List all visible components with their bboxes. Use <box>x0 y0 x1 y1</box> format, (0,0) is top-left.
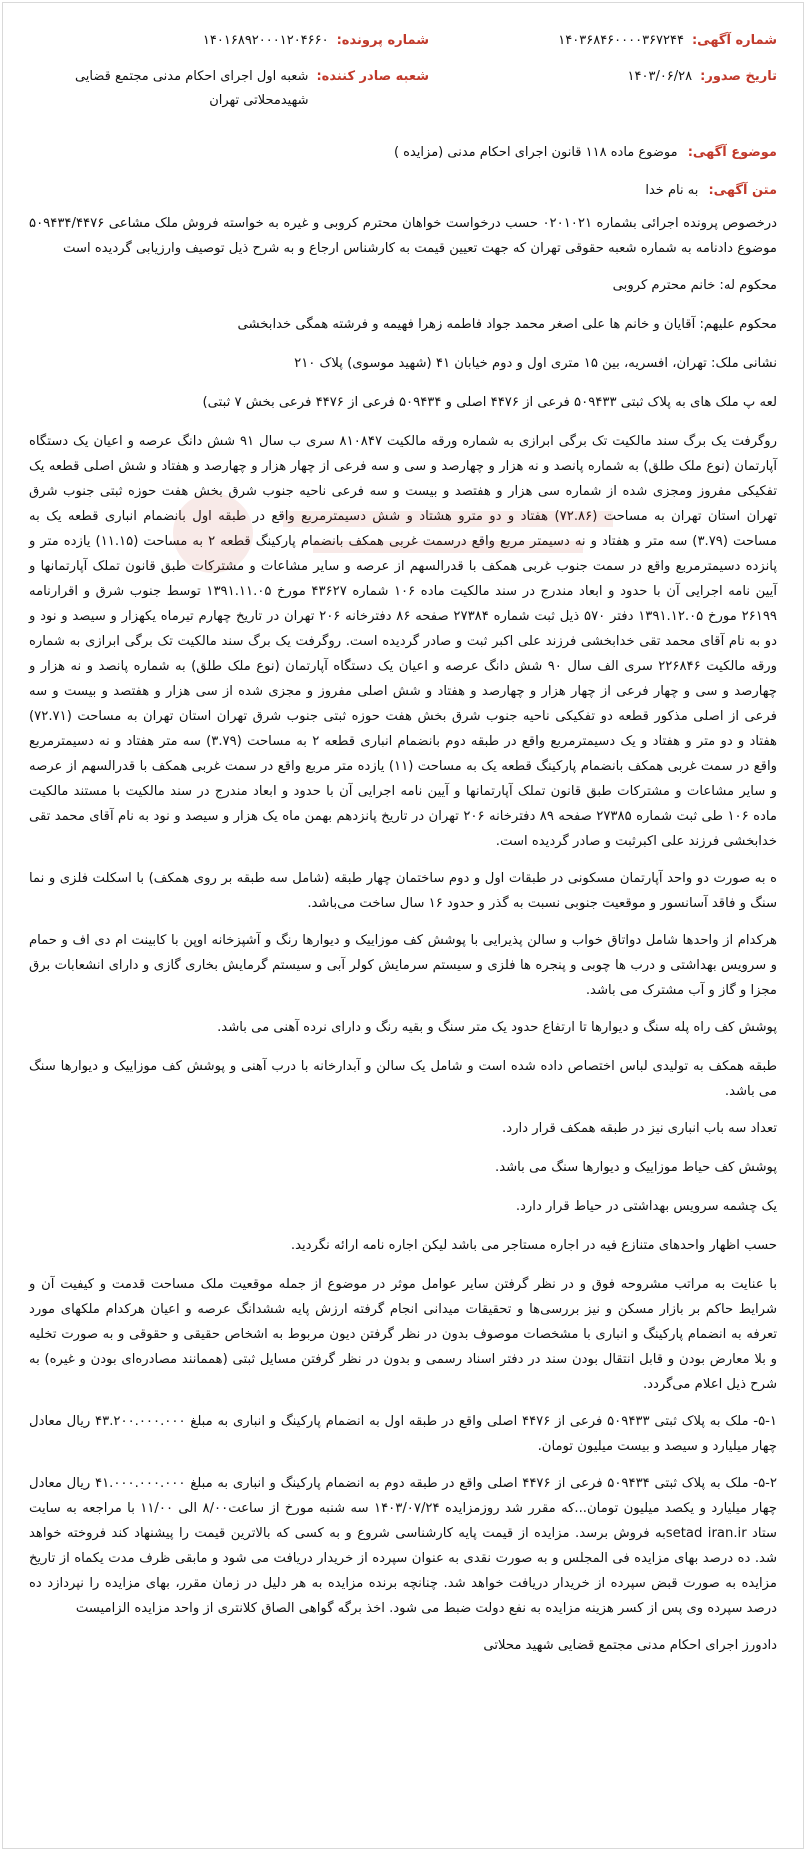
branch-label: شعبه صادر کننده: <box>316 69 429 84</box>
ad-number-label: شماره آگهی: <box>691 33 777 48</box>
paragraph-ground-floor: طبقه همکف به تولیدی لباس اختصاص داده شده است و شامل یک سالن و آبدارخانه با درب آهنی و پوشش کف موزاییک و دیوارها سنگ می باشد. <box>29 1059 777 1099</box>
header-left-column <box>29 29 429 113</box>
paragraph-yard: پوشش کف حیاط موزاییک و دیوارها سنگ می باشد. <box>495 1160 777 1175</box>
ad-number-row <box>447 29 777 53</box>
issue-date: ۱۴۰۳/۰۶/۲۸ <box>627 69 693 84</box>
header-right-column <box>447 29 777 113</box>
greeting: به نام خدا <box>645 183 699 198</box>
paragraph-price-unit-1: ۵-۱- ملک به پلاک ثبتی ۵۰۹۴۳۳ فرعی از ۴۴۷۶ اصلی واقع در طبقه اول به انضمام پارکینگ و انباری به مبلغ ۴۳.۲۰۰.۰۰۰.۰۰۰ ریال معادل چهار میلیارد و سیصد و بیست میلیون تومان. <box>29 1414 777 1454</box>
ad-number: ۱۴۰۳۶۸۴۶۰۰۰۰۳۶۷۲۴۴ <box>558 33 684 48</box>
paragraph-defendants: محکوم علیهم: آقایان و خانم ها علی اصغر محمد جواد فاطمه زهرا فهیمه و فرشته همگی خدابخشی <box>237 317 777 332</box>
case-number-row <box>29 29 429 53</box>
paragraph-case-intro: درخصوص پرونده اجرائی بشماره ۰۲۰۱۰۲۱ حسب درخواست خواهان محترم کروبی و غیره به خواسته فروش ملک مشاعی ۵۰۹۴۳۴/۴۴۷۶ موضوع دادنامه به شماره شعبه حقوقی تهران که جهت تعیین قیمت به کارشناس ارجاع و به شرح ذیل توصیف وارزیابی گردیده است <box>29 216 777 256</box>
subject-label: موضوع آگهی: <box>687 145 777 160</box>
paragraph-storage: تعداد سه باب انباری نیز در طبقه همکف قرار دارد. <box>502 1121 777 1136</box>
branch-name: شعبه اول اجرای احکام مدنی مجتمع قضایی شهیدمحلاتی تهران <box>74 69 309 108</box>
paragraph-units: هرکدام از واحدها شامل دواتاق خواب و سالن پذیرایی با پوشش کف موزاییک و دیوارها رنگ و آشپزخانه اوپن با کابینت ام دی اف و حمام و سرویس بهداشتی و درب ها چوبی و پنجره ها فلزی و سیستم سرمایش کولر آبی و سیستم گرمایش بخاری گازی و دارای انشعابات برق مجزا و گاز و آب مشترک می باشد. <box>29 933 777 998</box>
issue-date-label: تاریخ صدور: <box>700 69 777 84</box>
notice-page <box>2 2 804 1849</box>
issue-date-row <box>447 65 777 89</box>
branch-row <box>29 65 429 113</box>
subject-text: موضوع ماده ۱۱۸ قانون اجرای احکام مدنی (مزایده ) <box>393 145 678 160</box>
paragraph-tenant: حسب اظهار واحدهای متنازع فیه در اجاره مستاجر می باشد لیکن اجاره نامه ارائه نگردید. <box>290 1238 777 1253</box>
paragraph-price-unit-2-auction: ۵-۲- ملک به پلاک ثبتی ۵۰۹۴۳۴ فرعی از ۴۴۷۶ اصلی واقع در طبقه دوم به انضمام پارکینگ و انباری به مبلغ ۴۱.۰۰۰.۰۰۰.۰۰۰ ریال معادل چهار میلیارد و یکصد میلیون تومان...که مقرر شد روزمزایده ۱۴۰۳/۰۷/۲۴ سه شنبه مورخ از ساعت۸/۰۰ الی ۱۱/۰۰ با مراجعه به سایت ستاد setad iran.irبه فروش برسد. مزایده از قیمت پایه کارشناسی شروع و به کسی که بالاترین قیمت را پیشنهاد کند فروخته خواهد شد. ده درصد بهای مزایده فی المجلس و به صورت نقدی به عنوان سپرده از خریدار دریافت می شود و مابقی ظرف مدت یکماه از تاریخ مزایده به صورت قبض سپرده از خریدار دریافت خواهد شد. چنانچه برنده مزایده به هر دلیل در زمان مقرر، بهای مزایده را نپردازد ده درصد سپرده وی پس از کسر هزینه مزایده به نفع دولت ضبط می شود. اخذ برگه گواهی الصاق کلانتری از واحد مزایده الزامیست <box>29 1476 777 1616</box>
paragraph-plots: لعه پ ملک های به پلاک ثبتی ۵۰۹۴۳۳ فرعی از ۴۴۷۶ اصلی و ۵۰۹۴۳۴ فرعی از ۴۴۷۶ فرعی بخش ۷ ثبتی) <box>202 395 777 410</box>
case-number-label: شماره پرونده: <box>336 33 429 48</box>
notice-body <box>29 211 777 1658</box>
header <box>29 29 777 113</box>
paragraph-stairs: پوشش کف راه پله سنگ و دیوارها تا ارتفاع حدود یک متر سنگ و بقیه رنگ و دارای نرده آهنی می باشد. <box>217 1020 777 1035</box>
case-number: ۱۴۰۱۶۸۹۲۰۰۰۱۲۰۴۶۶۰ <box>202 33 329 48</box>
signature-line: دادورز اجرای احکام مدنی مجتمع قضایی شهید محلاتی <box>483 1638 777 1653</box>
paragraph-building: ه به صورت دو واحد آپارتمان مسکونی در طبقات اول و دوم ساختمان چهار طبقه (شامل سه طبقه بر روی همکف) با اسکلت فلزی و نما سنگ و فاقد آسانسور و موقعیت جنوبی نسبت به گذر و حدود ۱۶ سال ساخت می‌باشد. <box>29 871 777 911</box>
body-intro-row <box>29 179 777 203</box>
subject-row <box>29 141 777 165</box>
paragraph-deeds: روگرفت یک برگ سند مالکیت تک برگی ابرازی به شماره ورقه مالکیت ۸۱۰۸۴۷ سری ب سال ۹۱ شش دانگ عرصه و اعیان یک دستگاه آپارتمان (نوع ملک طلق) به شماره پانصد و نه هزار و چهارصد و سی و سه فرعی از چهار هزار و چهارصد و هفتاد و شش اصلی قطعه یک تفکیکی مفروز ومجزی شده از شماره سی هزار و هفتصد و بیست و سه فرعی ناحیه جنوب شرق بخش هفت حوزه ثبتی جنوب شرق تهران استان تهران به مساحت (۷۲.۸۶) هفتاد و دو مترو هشتاد و شش دسیمترمربع واقع در طبقه اول بانضمام انباری قطعه یک به مساحت (۳.۷۹) سه متر و هفتاد و نه دسیمتر مربع واقع درسمت غربی همکف بانضمام پارکینگ قطعه ۲ به مساحت (۱۱.۱۵) یازده متر و پانزده دسیمترمربع واقع در سمت جنوب غربی همکف با قدرالسهم از عرصه و سایر مشاعات و مشترکات طبق قانون تملک آپارتمانها و آیین نامه اجرایی آن با حدود و ابعاد مندرج در سند مالکیت ماده ۱۰۶ شماره ۴۳۶۲۷ مورخ ۱۳۹۱.۱۱.۰۵ توسط جنوب شرق و اقرارنامه ۲۶۱۹۹ مورخ ۱۳۹۱.۱۲.۰۵ دفتر ۵۷۰ ذیل ثبت شماره ۲۷۳۸۴ صفحه ۸۶ دفترخانه ۲۰۶ تهران در تاریخ چهارم تیرماه یکهزار و سیصد و نود و دو به نام آقای محمد تقی خدابخشی فرزند علی اکبر ثبت و صادر گردیده است. روگرفت یک برگ سند مالکیت تک برگی ابرازی به شماره ورقه مالکیت ۲۲۶۸۴۶ سری الف سال ۹۰ شش دانگ عرصه و اعیان یک دستگاه آپارتمان (نوع ملک طلق) به شماره پانصد و نه هزار و چهارصد و سی و چهار فرعی از چهار هزار و چهارصد و هفتاد و شش اصلی مفروز و مجزی شده از سی هزار و هفتصد و بیست و سه فرعی از اصلی مذکور قطعه دو تفکیکی ناحیه جنوب شرق بخش هفت حوزه ثبتی جنوب شرق تهران استان تهران به مساحت (۷۲.۷۱) هفتاد و دو متر و هفتاد و یک دسیمترمربع واقع در طبقه دوم بانضمام انباری قطعه ۲ به مساحت (۳.۷۹) سه متر هفتاد و نه دسیمترمربع واقع در سمت غربی همکف بانضمام پارکینگ قطعه یک به مساحت (۱۱) یازده متر مربع واقع در سمت غربی همکف با قدرالسهم از عرصه و سایر مشاعات و مشترکات طبق قانون تملک آپارتمانها و آیین نامه اجرایی آن با حدود و ابعاد مندرج در سند مالکیت با مستند مالکیت ماده ۱۰۶ طی ثبت شماره ۲۷۳۸۵ صفحه ۸۹ دفترخانه ۲۰۶ تهران در تاریخ پانزدهم بهمن ماه یک هزار و سیصد و نود به نام آقای محمد تقی خدابخشی فرزند علی اکبرثبت و صادر گردیده است. <box>29 434 778 849</box>
paragraph-address: نشانی ملک: تهران، افسریه، بین ۱۵ متری اول و دوم خیابان ۴۱ (شهید موسوی) پلاک ۲۱۰ <box>294 356 777 371</box>
paragraph-plaintiff: محکوم له: خانم محترم کروبی <box>612 278 777 293</box>
paragraph-valuation: با عنایت به مراتب مشروحه فوق و در نظر گرفتن سایر عوامل موثر در موضوع از جمله موقعیت ملک مساحت قدمت و کیفیت آن و شرایط حاکم بر بازار مسکن و نیز بررسی‌ها و تحقیقات میدانی انجام گرفته ارزش پایه ششدانگ عرصه و اعیان هرکدام ملکهای مورد تعرفه به انضمام پارکینگ و انباری با مشخصات موصوف بدون در نظر گرفتن دیون مربوط به اشخاص حقیقی و حقوقی و به صورت تخلیه و بلا معارض بودن و قابل انتقال بودن سند در دفتر اسناد رسمی و بدون در نظر گرفتن مسایل ثبتی (هممانند مصادره‌ای بودن و غیره) به شرح ذیل اعلام می‌گردد. <box>29 1277 777 1392</box>
body-label: متن آگهی: <box>708 183 777 198</box>
paragraph-toilet: یک چشمه سرویس بهداشتی در حیاط قرار دارد. <box>515 1199 777 1214</box>
